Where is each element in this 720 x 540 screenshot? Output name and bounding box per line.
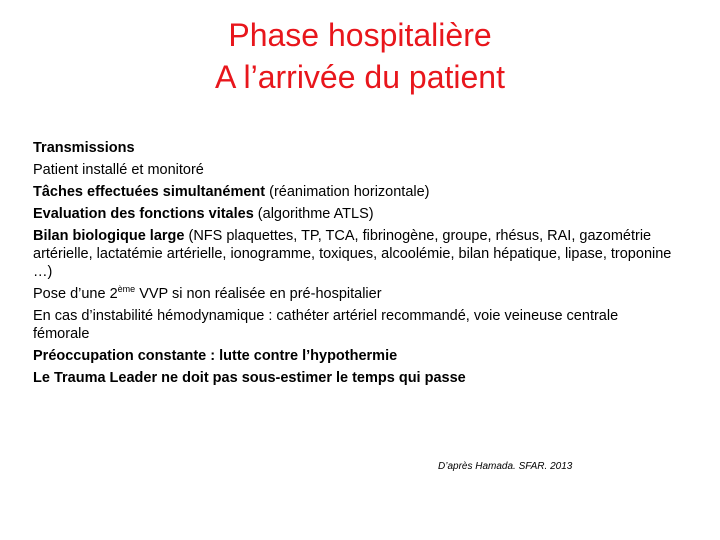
item-pose-sup: ème xyxy=(117,284,136,295)
item-bilan-rest: (NFS plaquettes, TP, TCA, fibrinogène, groupe, rhésus, RAI, gazométrie artérielle, lactatémie artérielle, ionogramme, toxiques, alcoolémie, bilan hépatique, lipase, troponine …) xyxy=(33,228,672,280)
citation: D’après Hamada. SFAR. 2013 xyxy=(438,461,573,472)
item-patient-installe: Patient installé et monitoré xyxy=(33,162,204,178)
item-bilan xyxy=(33,225,673,283)
slide-title xyxy=(0,14,720,98)
item-pose-vvp xyxy=(33,283,673,305)
item-pose-post: VVP si non réalisée en pré-hospitalier xyxy=(135,286,382,302)
title-line-1: Phase hospitalière xyxy=(228,17,492,53)
bullet-list xyxy=(33,137,673,389)
item-trauma-leader: Le Trauma Leader ne doit pas sous-estimer le temps qui passe xyxy=(33,370,466,386)
item-instabilite: En cas d’instabilité hémodynamique : cathéter artériel recommandé, voie veineuse centrale fémorale xyxy=(33,308,619,342)
item-pose-pre: Pose d’une 2 xyxy=(33,286,118,302)
item-bilan-bold: Bilan biologique large xyxy=(33,228,185,244)
item-evaluation-bold: Evaluation des fonctions vitales xyxy=(33,206,254,222)
item-preoccupation: Préoccupation constante : lutte contre l’hypothermie xyxy=(33,348,398,364)
item-taches-bold: Tâches effectuées simultanément xyxy=(33,184,266,200)
title-line-2: A l’arrivée du patient xyxy=(215,59,505,95)
item-taches-rest: (réanimation horizontale) xyxy=(265,184,430,200)
item-evaluation-rest: (algorithme ATLS) xyxy=(253,206,374,222)
item-evaluation xyxy=(33,203,673,225)
item-transmissions: Transmissions xyxy=(33,140,135,156)
item-taches xyxy=(33,181,673,203)
